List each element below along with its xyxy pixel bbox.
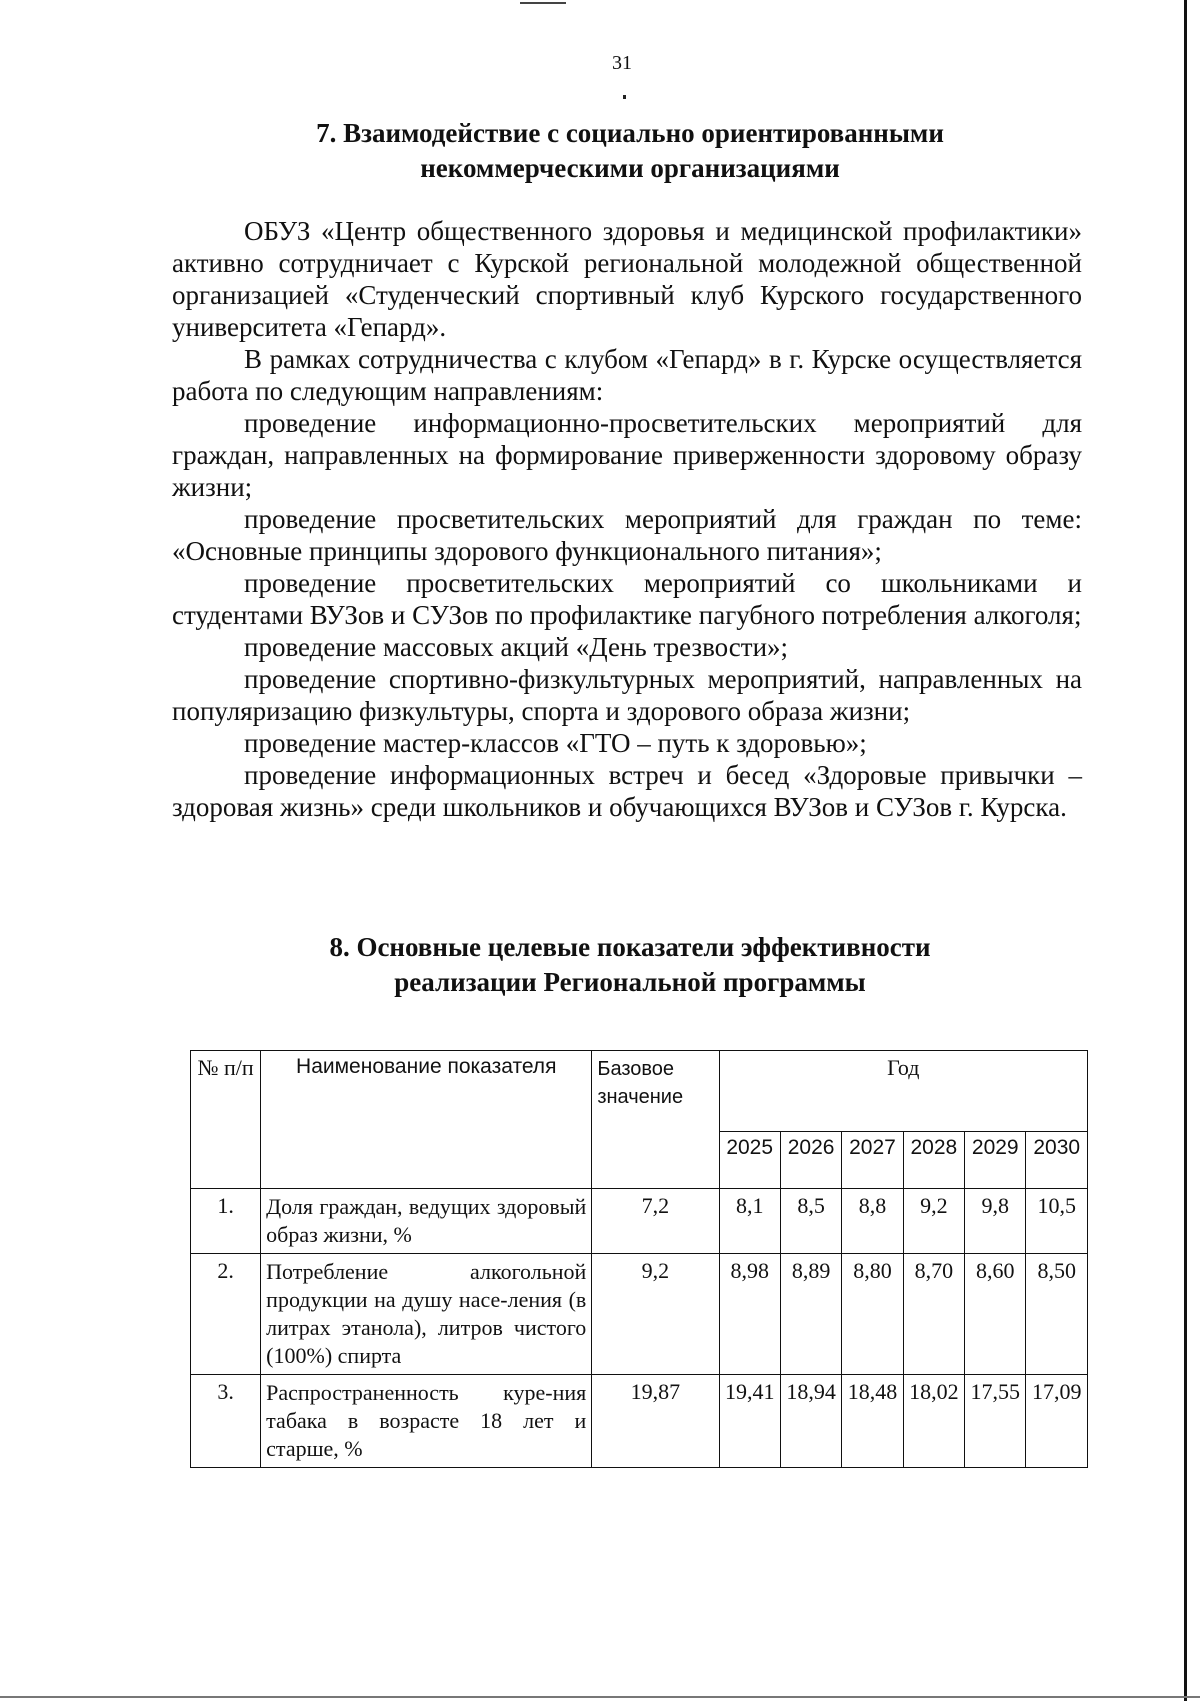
indicator-name: Доля граждан, ведущих здоровый образ жизни, % <box>261 1189 592 1254</box>
indicator-name: Распространенность куре-ния табака в возрасте 18 лет и старше, % <box>261 1375 592 1468</box>
year-value: 8,89 <box>780 1254 841 1375</box>
paragraph: В рамках сотрудничества с клубом «Гепард» в г. Курске осуществляется работа по следующим направлениям: <box>172 344 1082 406</box>
year-value: 8,5 <box>780 1189 841 1254</box>
list-item: проведение просветительских мероприятий для граждан по теме: «Основные принципы здорового функционального питания»; <box>172 504 1082 566</box>
year-value: 18,94 <box>780 1375 841 1468</box>
scan-edge <box>1184 0 1187 1701</box>
scan-artifact <box>520 2 566 4</box>
scan-edge <box>0 1696 1200 1698</box>
column-header-name: Наименование показателя <box>261 1051 592 1189</box>
scan-artifact <box>623 95 626 99</box>
section-8-title-line-1: 8. Основные целевые показатели эффективности <box>329 932 931 962</box>
year-value: 9,8 <box>965 1189 1026 1254</box>
page-number: 31 <box>612 52 632 74</box>
section-7-heading <box>170 116 1090 186</box>
table-row <box>191 1254 1088 1375</box>
table-row <box>191 1189 1088 1254</box>
base-value: 9,2 <box>592 1254 719 1375</box>
section-7-title-line-1: 7. Взаимодействие с социально ориентированными <box>316 118 944 148</box>
section-7-body <box>172 215 1082 823</box>
list-item: проведение информационно-просветительских мероприятий для граждан, направленных на формирование приверженности здоровому образу жизни; <box>172 408 1082 502</box>
year-value: 8,50 <box>1026 1254 1088 1375</box>
row-number: 3. <box>191 1375 261 1468</box>
column-header-year: 2026 <box>780 1132 841 1189</box>
column-header-year: 2028 <box>903 1132 964 1189</box>
year-value: 8,60 <box>965 1254 1026 1375</box>
year-value: 10,5 <box>1026 1189 1088 1254</box>
year-value: 8,1 <box>719 1189 780 1254</box>
column-header-year: 2029 <box>965 1132 1026 1189</box>
list-item: проведение просветительских мероприятий со школьниками и студентами ВУЗов и СУЗов по профилактике пагубного потребления алкоголя; <box>172 568 1082 630</box>
year-value: 8,80 <box>842 1254 903 1375</box>
column-header-year: 2030 <box>1026 1132 1088 1189</box>
column-header-year: 2025 <box>719 1132 780 1189</box>
year-value: 17,09 <box>1026 1375 1088 1468</box>
year-value: 17,55 <box>965 1375 1026 1468</box>
list-item: проведение массовых акций «День трезвости»; <box>244 632 789 662</box>
year-value: 18,02 <box>903 1375 964 1468</box>
year-value: 8,98 <box>719 1254 780 1375</box>
column-header-year: 2027 <box>842 1132 903 1189</box>
base-value: 19,87 <box>592 1375 719 1468</box>
section-7-title-line-2: некоммерческими организациями <box>420 153 840 183</box>
list-item: проведение мастер-классов «ГТО – путь к здоровью»; <box>244 728 867 758</box>
year-value: 9,2 <box>903 1189 964 1254</box>
year-value: 8,8 <box>842 1189 903 1254</box>
list-item: проведение информационных встреч и бесед «Здоровые привычки – здоровая жизнь» среди школьников и обучающихся ВУЗов и СУЗов г. Курска. <box>172 760 1082 822</box>
year-value: 18,48 <box>842 1375 903 1468</box>
section-8-heading <box>170 930 1090 1000</box>
year-value: 19,41 <box>719 1375 780 1468</box>
year-value: 8,70 <box>903 1254 964 1375</box>
indicators-table <box>190 1050 1088 1468</box>
section-8-title-line-2: реализации Региональной программы <box>394 967 866 997</box>
table-header-row <box>191 1051 1088 1132</box>
base-value: 7,2 <box>592 1189 719 1254</box>
row-number: 2. <box>191 1254 261 1375</box>
row-number: 1. <box>191 1189 261 1254</box>
column-header-base-value: Базовое значение <box>592 1051 719 1189</box>
list-item: проведение спортивно-физкультурных мероприятий, направленных на популяризацию физкультуры, спорта и здорового образа жизни; <box>172 664 1082 726</box>
table-row <box>191 1375 1088 1468</box>
column-header-year-group: Год <box>719 1051 1088 1132</box>
column-header-number: № п/п <box>191 1051 261 1189</box>
paragraph: ОБУЗ «Центр общественного здоровья и медицинской профилактики» активно сотрудничает с Курской региональной молодежной общественной организацией «Студенческий спортивный клуб Курского государственного университета «Гепард». <box>172 216 1082 342</box>
indicator-name: Потребление алкогольной продукции на душу насе-ления (в литрах этанола), литров чистого (100%) спирта <box>261 1254 592 1375</box>
